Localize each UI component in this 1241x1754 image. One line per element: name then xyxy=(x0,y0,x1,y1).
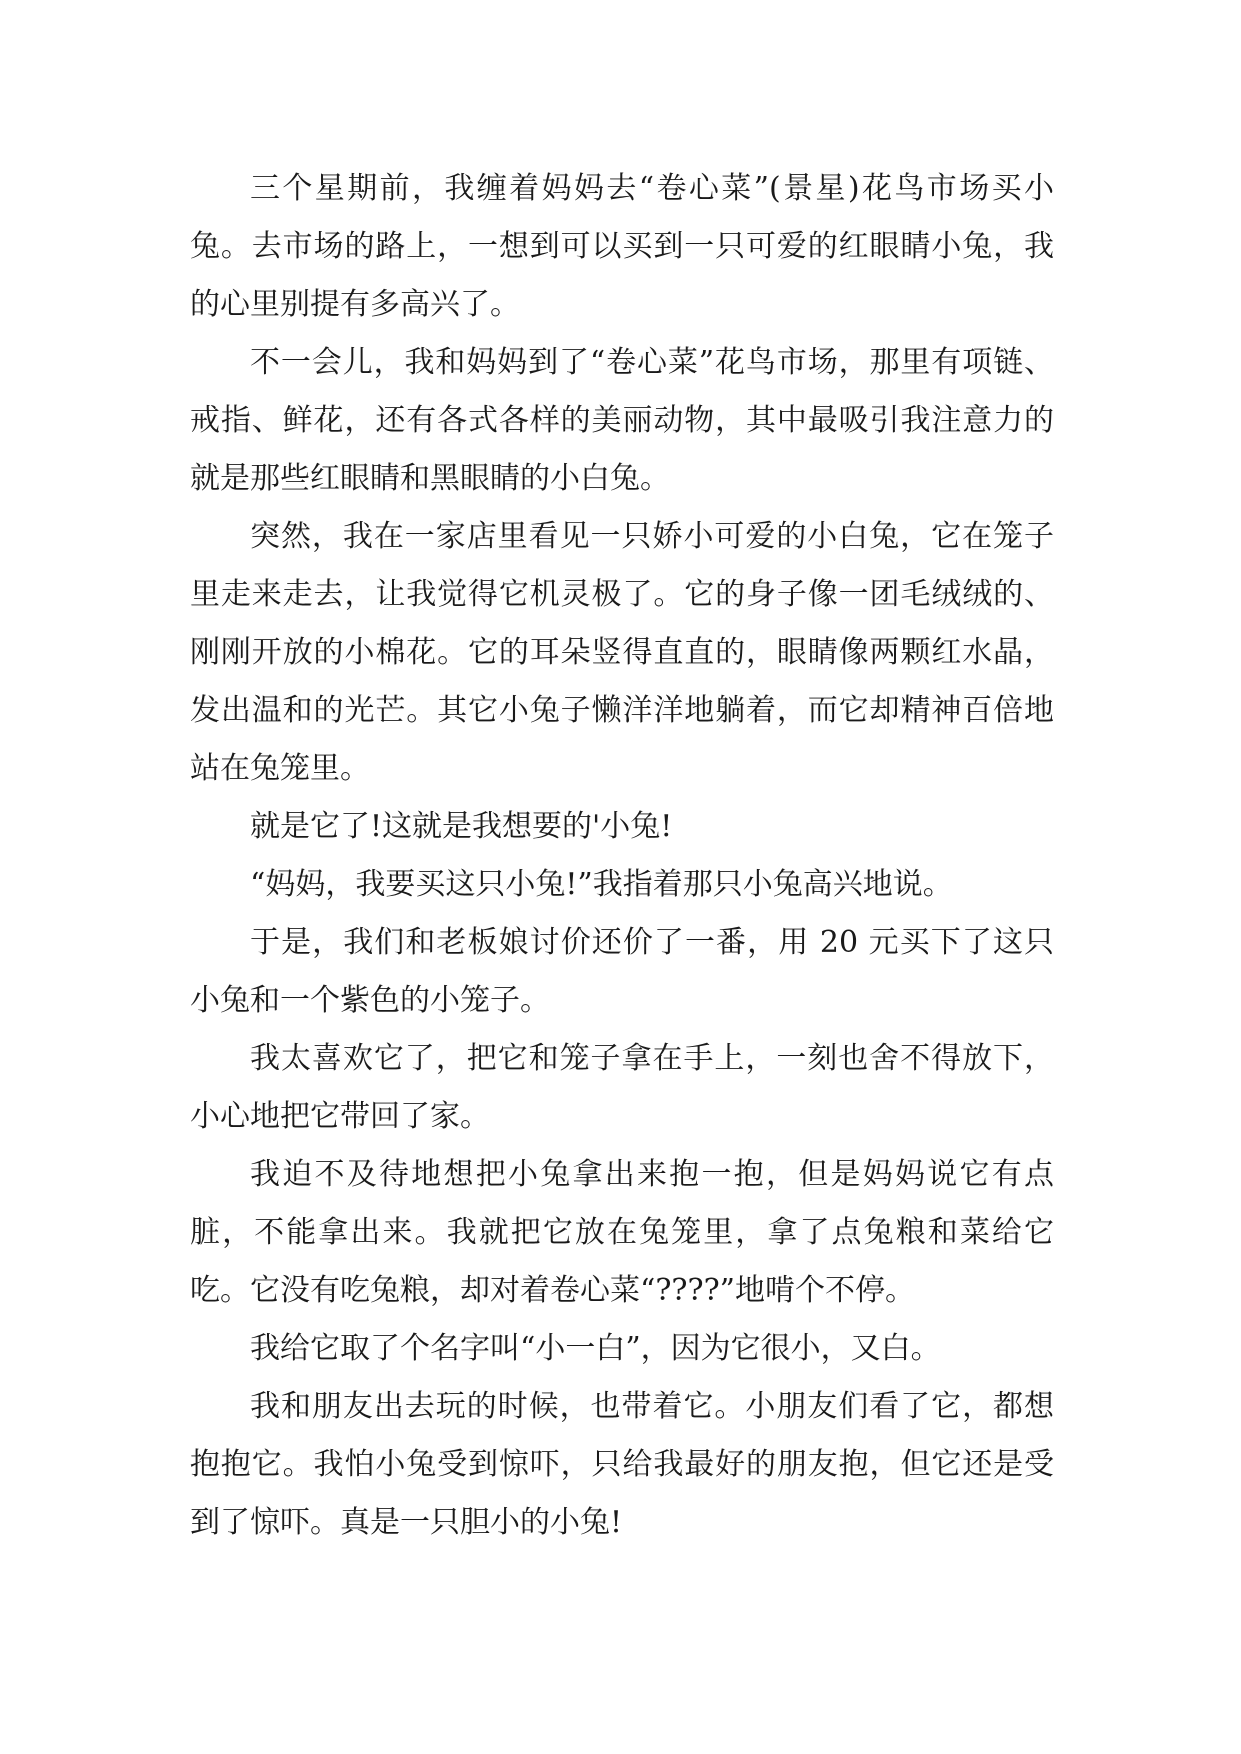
paragraph-9: 我给它取了个名字叫“小一白”，因为它很小，又白。 xyxy=(250,1331,941,1366)
paragraph-3: 突然，我在一家店里看见一只娇小可爱的小白兔，它在笼子里走来走去，让我觉得它机灵极了。它的身子像一团毛绒绒的、刚刚开放的小棉花。它的耳朵竖得直直的，眼睛像两颗红水晶，发出温和的光芒。其它小兔子懒洋洋地躺着，而它却精神百倍地站在兔笼里。 xyxy=(190,519,1054,786)
paragraph-10: 我和朋友出去玩的时候，也带着它。小朋友们看了它，都想抱抱它。我怕小兔受到惊吓，只给我最好的朋友抱，但它还是受到了惊吓。真是一只胆小的小兔! xyxy=(190,1389,1054,1540)
paragraph-2: 不一会儿，我和妈妈到了“卷心菜”花鸟市场，那里有项链、戒指、鲜花，还有各式各样的美丽动物，其中最吸引我注意力的就是那些红眼睛和黑眼睛的小白兔。 xyxy=(190,345,1054,496)
paragraph-7: 我太喜欢它了，把它和笼子拿在手上，一刻也舍不得放下，小心地把它带回了家。 xyxy=(190,1041,1054,1134)
document-body xyxy=(190,160,1054,1552)
paragraph-4: 就是它了!这就是我想要的'小兔! xyxy=(250,809,673,844)
paragraph-8: 我迫不及待地想把小兔拿出来抱一抱，但是妈妈说它有点脏，不能拿出来。我就把它放在兔笼里，拿了点兔粮和菜给它吃。它没有吃兔粮，却对着卷心菜“????”地啃个不停。 xyxy=(190,1157,1054,1308)
paragraph-1: 三个星期前，我缠着妈妈去“卷心菜”(景星)花鸟市场买小兔。去市场的路上，一想到可以买到一只可爱的红眼睛小兔，我的心里别提有多高兴了。 xyxy=(190,171,1054,322)
paragraph-6: 于是，我们和老板娘讨价还价了一番，用 20 元买下了这只小兔和一个紫色的小笼子。 xyxy=(190,925,1054,1018)
paragraph-5: “妈妈，我要买这只小兔!”我指着那只小兔高兴地说。 xyxy=(250,867,953,902)
